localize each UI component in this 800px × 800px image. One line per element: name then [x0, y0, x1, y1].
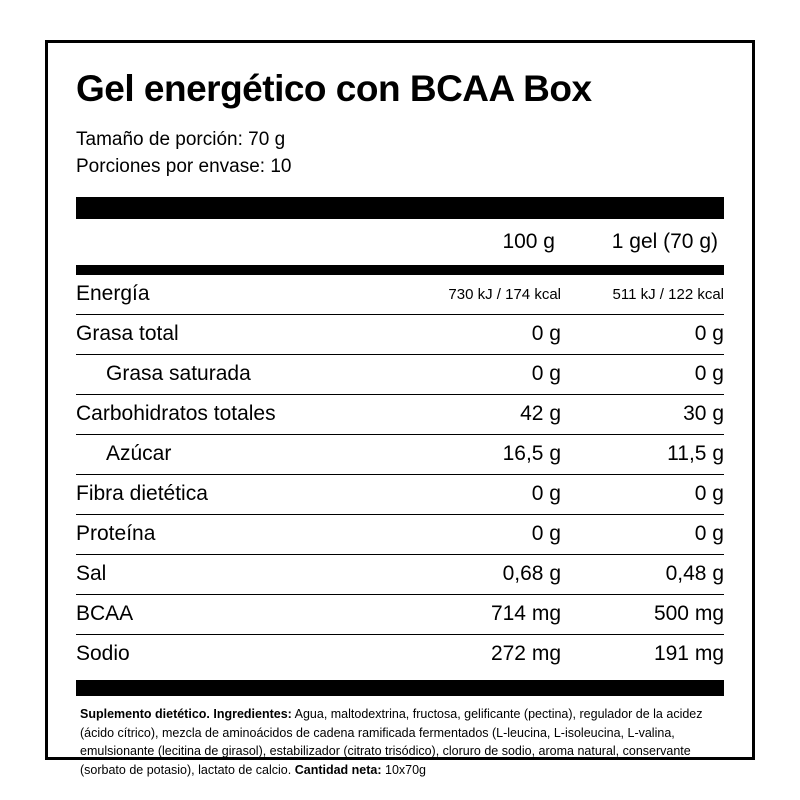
nutrient-name: Azúcar — [76, 434, 398, 474]
nutrient-name: Energía — [76, 275, 398, 315]
nutrient-value-100g: 16,5 g — [398, 434, 561, 474]
net-quantity-label: Cantidad neta: — [294, 763, 382, 778]
thick-divider-top-wrap — [48, 181, 752, 219]
table-row — [76, 354, 724, 394]
nutrient-name: Fibra dietética — [76, 474, 398, 514]
nutrition-table — [76, 275, 724, 674]
column-headers-row — [48, 219, 752, 265]
table-row — [76, 474, 724, 514]
nutrient-name: Proteína — [76, 514, 398, 554]
net-quantity-value: 10x70g — [381, 763, 427, 778]
nutrition-table-body — [76, 275, 724, 674]
nutrition-facts-panel — [45, 40, 755, 778]
table-row — [76, 554, 724, 594]
footnote-ingredients: Agua, maltodextrina, fructosa, gelificante (pectina), regulador de la acidez (ácido cítrico), mezcla de aminoácidos de cadena ramificada fermentados (L-leucina, L-isoleucina, L-valina, emulsionante (lecitina de girasol), estabilizador (citrato trisódico), cloruro de sodio, aroma natural, conservante (sorbato de potasio), lactato de calcio. — [80, 706, 703, 778]
table-row — [76, 594, 724, 634]
nutrition-table-wrap — [48, 275, 752, 674]
nutrient-value-per-gel: 0 g — [561, 514, 724, 554]
nutrient-value-100g: 0 g — [398, 514, 561, 554]
column-header-per-gel: 1 gel (70 g) — [611, 229, 718, 253]
nutrient-name: Grasa saturada — [76, 354, 398, 394]
label-header — [48, 43, 752, 181]
footnote-wrap — [48, 696, 752, 780]
nutrient-value-per-gel: 0 g — [561, 314, 724, 354]
nutrient-value-per-gel: 11,5 g — [561, 434, 724, 474]
nutrient-value-100g: 272 mg — [490, 642, 561, 666]
nutrient-name: BCAA — [76, 594, 398, 634]
servings-per-container-text: Porciones por envase: 10 — [76, 156, 292, 178]
table-row — [76, 275, 724, 315]
column-header-100g: 100 g — [502, 229, 555, 253]
nutrient-value-100g: 730 kJ / 174 kcal — [398, 275, 561, 315]
nutrient-value-per-gel: 0 g — [561, 474, 724, 514]
nutrient-name: Sal — [76, 554, 398, 594]
product-title: Gel energético con BCAA Box — [76, 68, 592, 109]
nutrient-value-per-gel: 30 g — [561, 394, 724, 434]
nutrient-name: Grasa total — [76, 314, 398, 354]
nutrient-name: Carbohidratos totales — [76, 394, 398, 434]
nutrient-value-per-gel: 0 g — [561, 354, 724, 394]
bottom-divider-wrap — [48, 674, 752, 696]
nutrient-value-100g: 0 g — [398, 314, 561, 354]
nutrient-value-per-gel: 511 kJ / 122 kcal — [561, 275, 724, 315]
nutrient-value-per-gel: 191 mg — [653, 642, 724, 666]
table-row — [76, 394, 724, 434]
medium-divider-wrap — [48, 265, 752, 275]
nutrient-name: Sodio — [76, 642, 130, 666]
nutrient-value-per-gel: 0,48 g — [561, 554, 724, 594]
table-row — [76, 514, 724, 554]
nutrient-value-100g: 42 g — [398, 394, 561, 434]
serving-size-text: Tamaño de porción: 70 g — [76, 128, 286, 150]
nutrient-value-100g: 0 g — [398, 474, 561, 514]
bottom-divider — [76, 680, 724, 696]
footnote-lead: Suplemento dietético. Ingredientes: — [80, 706, 292, 721]
nutrient-value-100g: 0 g — [398, 354, 561, 394]
thick-divider-top — [76, 197, 724, 219]
table-row — [76, 434, 724, 474]
nutrient-value-100g: 714 mg — [398, 594, 561, 634]
medium-divider — [76, 265, 724, 275]
nutrient-value-per-gel: 500 mg — [561, 594, 724, 634]
ingredients-footnote — [76, 696, 724, 780]
nutrient-value-100g: 0,68 g — [398, 554, 561, 594]
table-row — [76, 634, 724, 674]
table-row — [76, 314, 724, 354]
